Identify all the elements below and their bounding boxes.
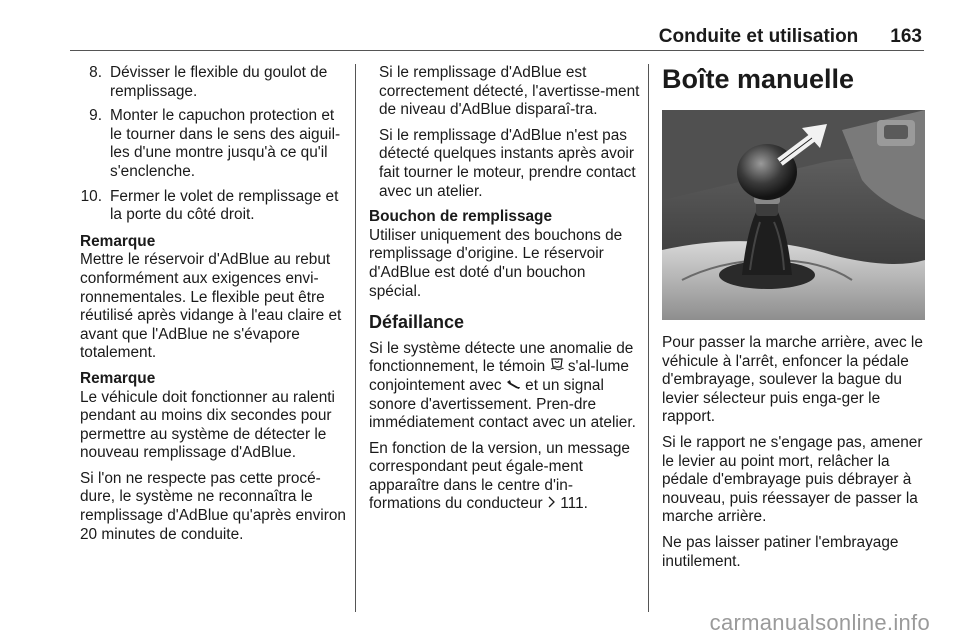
text-run: s'al-lume conjointement avec: [369, 358, 629, 394]
column-left: [70, 64, 346, 551]
step-item: [70, 188, 346, 225]
paragraph: Si le rapport ne s'engage pas, amener le levier au point mort, relâcher la pédale d'embrayage puis débrayer à nouveau, puis réessayer de passer la marche arrière.: [662, 433, 923, 526]
gear-lever-image: [662, 110, 925, 320]
step-list: [70, 64, 346, 225]
paragraph: Si le remplissage d'AdBlue n'est pas détecté quelques instants après avoir fait tourner le moteur, prendre contact avec un atelier.: [379, 126, 636, 200]
watermark: carmanualsonline.info: [709, 610, 930, 635]
section-title: Boîte manuelle: [662, 64, 855, 94]
paragraph: Utiliser uniquement des bouchons de remplissage d'origine. Le réservoir d'AdBlue est doté d'un bouchon spécial.: [369, 226, 623, 300]
step-text: Monter le capuchon protection et le tourner dans le sens des aiguil-les d'une montre jusqu'à ce qu'il s'enclenche.: [110, 107, 341, 180]
page-reference[interactable]: 111.: [560, 495, 588, 513]
page-number: 163: [890, 26, 922, 47]
step-text: Fermer le volet de remplissage et la porte du côté droit.: [110, 187, 339, 224]
text-run: Si le système détecte une anomalie de fonctionnement, le témoin: [369, 339, 634, 376]
column-middle: [369, 64, 641, 521]
note-heading: Remarque: [80, 369, 156, 387]
step-number: 10.: [80, 187, 102, 205]
paragraph: Si l'on ne respecte pas cette procé-dure, le système ne reconnaîtra le remplissage d'AdBlue qu'après environ 20 minutes de conduite.: [80, 469, 346, 543]
continued-steps: [369, 64, 641, 201]
step-item: [70, 64, 346, 101]
subheading: Bouchon de remplissage: [369, 208, 553, 226]
adblue-warning-icon: [550, 358, 564, 377]
paragraph: Pour passer la marche arrière, avec le véhicule à l'arrêt, enfoncer la pédale d'embrayage, soulever la bague du levier sélecteur puis enga-ger le rapport.: [662, 334, 923, 426]
text-run: En fonction de la version, un message correspondant peut égale-ment apparaître dans le centre d'in-formations du conducteur: [369, 439, 630, 513]
step-number: 9.: [89, 107, 102, 125]
paragraph: Si le remplissage d'AdBlue est correctement détecté, l'avertisse-ment de niveau d'AdBlue disparaî-tra.: [379, 64, 640, 119]
step-text: Dévisser le flexible du goulot de remplissage.: [110, 64, 328, 100]
note-text: Mettre le réservoir d'AdBlue au rebut conformément aux exigences envi-ronnementales. Le flexible peut être réutilisé après vidange à l'eau claire et avant que l'AdBlue ne s'évapore totalement.: [80, 251, 342, 362]
column-right: [662, 64, 932, 578]
note-heading: Remarque: [80, 232, 156, 250]
note-text: Le véhicule doit fonctionner au ralenti pendant au moins dix secondes pour permettre au système de détecter le nouveau remplissage d'AdBlue.: [80, 388, 335, 462]
page-reference-icon: [547, 495, 556, 514]
paragraph: Ne pas laisser patiner l'embrayage inutilement.: [662, 533, 899, 570]
service-wrench-icon: [506, 377, 521, 396]
paragraph: [369, 440, 641, 514]
step-number: 8.: [89, 64, 102, 81]
page-title: Conduite et utilisation: [658, 26, 859, 47]
header-rule: [70, 50, 924, 51]
column-divider: [648, 64, 649, 612]
text-run: et un signal sonore d'avertissement. Pren-dre immédiatement contact avec un atelier.: [369, 376, 636, 432]
step-item: [70, 107, 346, 181]
paragraph: [369, 340, 641, 433]
notes-block: [70, 233, 346, 545]
page-header: [659, 26, 922, 48]
section-title: Défaillance: [369, 312, 465, 333]
column-divider: [355, 64, 356, 612]
